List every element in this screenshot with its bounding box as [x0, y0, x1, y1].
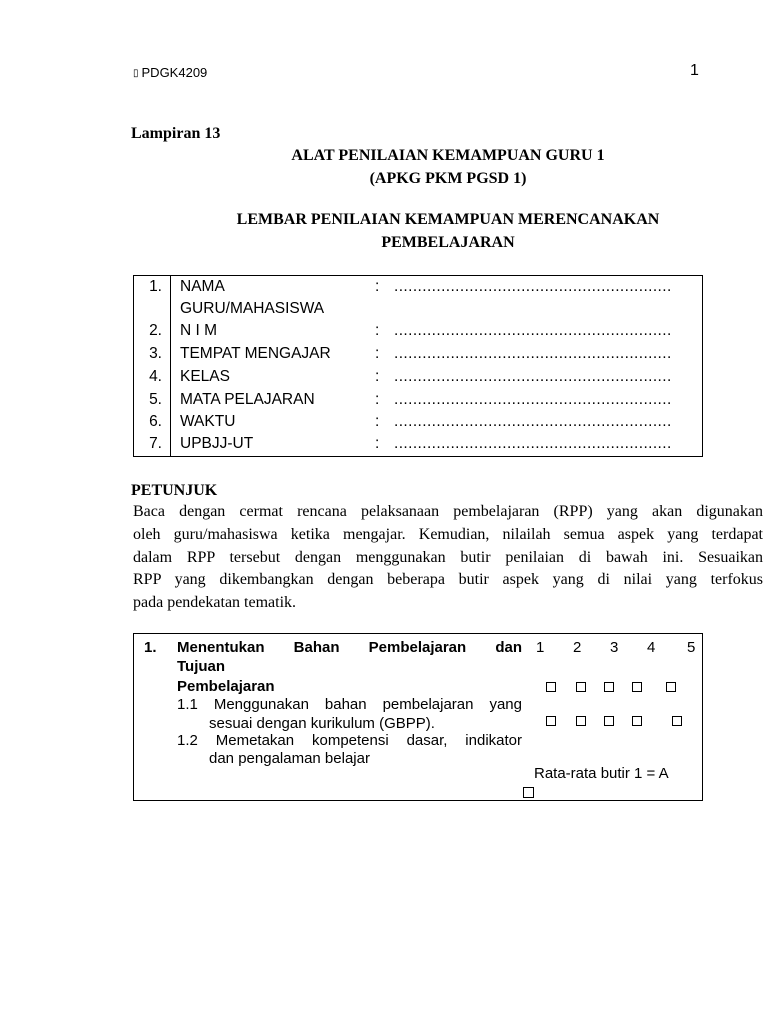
upbjj-field[interactable]: ........................................................... — [394, 435, 672, 452]
name-field[interactable]: ........................................................... — [394, 278, 672, 295]
sub-item-1-2: 1.2 Memetakan kompetensi dasar, indikator — [177, 732, 522, 749]
scale-label-4: 4 — [647, 639, 656, 656]
rating-1-1-score-4-checkbox[interactable] — [632, 682, 642, 692]
field-label: N I M — [180, 322, 218, 339]
row-number: 4. — [149, 368, 162, 385]
rating-1-1-score-1-checkbox[interactable] — [546, 682, 556, 692]
rating-1-1-score-2-checkbox[interactable] — [576, 682, 586, 692]
sheet-title-line2: PEMBELAJARAN — [381, 234, 515, 251]
field-label: UPBJJ-UT — [180, 435, 254, 452]
document-code-text: PDGK4209 — [141, 65, 208, 80]
row-number: 6. — [149, 413, 162, 430]
field-label: GURU/MAHASISWA — [180, 300, 325, 317]
field-label: MATA PELAJARAN — [180, 391, 315, 408]
waktu-field[interactable]: ........................................................... — [394, 413, 672, 430]
tempat-mengajar-field[interactable]: ........................................................... — [394, 345, 672, 362]
nim-field[interactable]: ........................................................... — [394, 322, 672, 339]
sheet-title-line1: LEMBAR PENILAIAN KEMAMPUAN MERENCANAKAN — [236, 211, 660, 228]
sub-item-1-2-cont: dan pengalaman belajar — [209, 750, 370, 767]
field-colon: : — [375, 322, 380, 339]
scale-label-1: 1 — [536, 639, 545, 656]
appendix-label: Lampiran 13 — [131, 125, 221, 142]
rating-1-1-score-3-checkbox[interactable] — [604, 682, 614, 692]
instructions-line: dalam RPP tersebut dengan menggunakan butir penilaian di bawah ini. Sesuaikan — [133, 548, 763, 566]
instructions-line: oleh guru/mahasiswa ketika mengajar. Kemudian, nilailah semua aspek yang terdapat — [133, 525, 763, 543]
row-number: 5. — [149, 391, 162, 408]
row-number: 7. — [149, 435, 162, 452]
average-score-box[interactable] — [523, 787, 534, 798]
field-label: NAMA — [180, 278, 225, 295]
kelas-field[interactable]: ........................................................... — [394, 368, 672, 385]
rating-1-2-score-2-checkbox[interactable] — [576, 716, 586, 726]
rating-1-2-score-1-checkbox[interactable] — [546, 716, 556, 726]
identity-table — [133, 275, 703, 457]
row-number: 3. — [149, 345, 162, 362]
page-number: 1 — [690, 62, 699, 79]
rating-table — [133, 633, 703, 801]
rating-1-2-score-4-checkbox[interactable] — [632, 716, 642, 726]
book-icon: ▯ — [133, 68, 139, 79]
field-label: TEMPAT MENGAJAR — [180, 345, 331, 362]
field-label: KELAS — [180, 368, 230, 385]
row-number: 1. — [149, 278, 162, 295]
instructions-line: RPP yang dikembangkan dengan beberapa butir aspek yang di nilai yang terfokus — [133, 571, 763, 589]
instructions-text — [133, 501, 763, 615]
rating-item-heading-cont: Tujuan — [177, 658, 226, 675]
field-colon: : — [375, 391, 380, 408]
instructions-line: Baca dengan cermat rencana pelaksanaan pembelajaran (RPP) yang akan digunakan — [133, 503, 763, 520]
field-colon: : — [375, 278, 380, 295]
average-score-label: Rata-rata butir 1 = A — [534, 765, 669, 782]
instructions-heading: PETUNJUK — [131, 482, 218, 499]
instructions-line: pada pendekatan tematik. — [133, 594, 297, 612]
document-code — [133, 65, 207, 80]
scale-label-2: 2 — [573, 639, 582, 656]
form-title: ALAT PENILAIAN KEMAMPUAN GURU 1 — [291, 147, 605, 164]
rating-1-2-score-3-checkbox[interactable] — [604, 716, 614, 726]
field-label: WAKTU — [180, 413, 236, 430]
scale-label-3: 3 — [610, 639, 619, 656]
field-colon: : — [375, 413, 380, 430]
rating-item-heading: Menentukan Bahan Pembelajaran dan — [177, 639, 522, 656]
row-number: 2. — [149, 322, 162, 339]
mata-pelajaran-field[interactable]: ........................................................... — [394, 391, 672, 408]
rating-item-heading-cont2: Pembelajaran — [177, 678, 275, 695]
sub-item-1-1: 1.1 Menggunakan bahan pembelajaran yang — [177, 696, 522, 713]
scale-label-5: 5 — [687, 639, 696, 656]
rating-1-2-score-5-checkbox[interactable] — [672, 716, 682, 726]
rating-1-1-score-5-checkbox[interactable] — [666, 682, 676, 692]
field-colon: : — [375, 368, 380, 385]
form-subtitle: (APKG PKM PGSD 1) — [369, 170, 527, 187]
field-colon: : — [375, 345, 380, 362]
identity-table-divider — [170, 276, 171, 456]
sub-item-1-1-cont: sesuai dengan kurikulum (GBPP). — [209, 715, 435, 732]
field-colon: : — [375, 435, 380, 452]
rating-item-number: 1. — [144, 639, 157, 656]
